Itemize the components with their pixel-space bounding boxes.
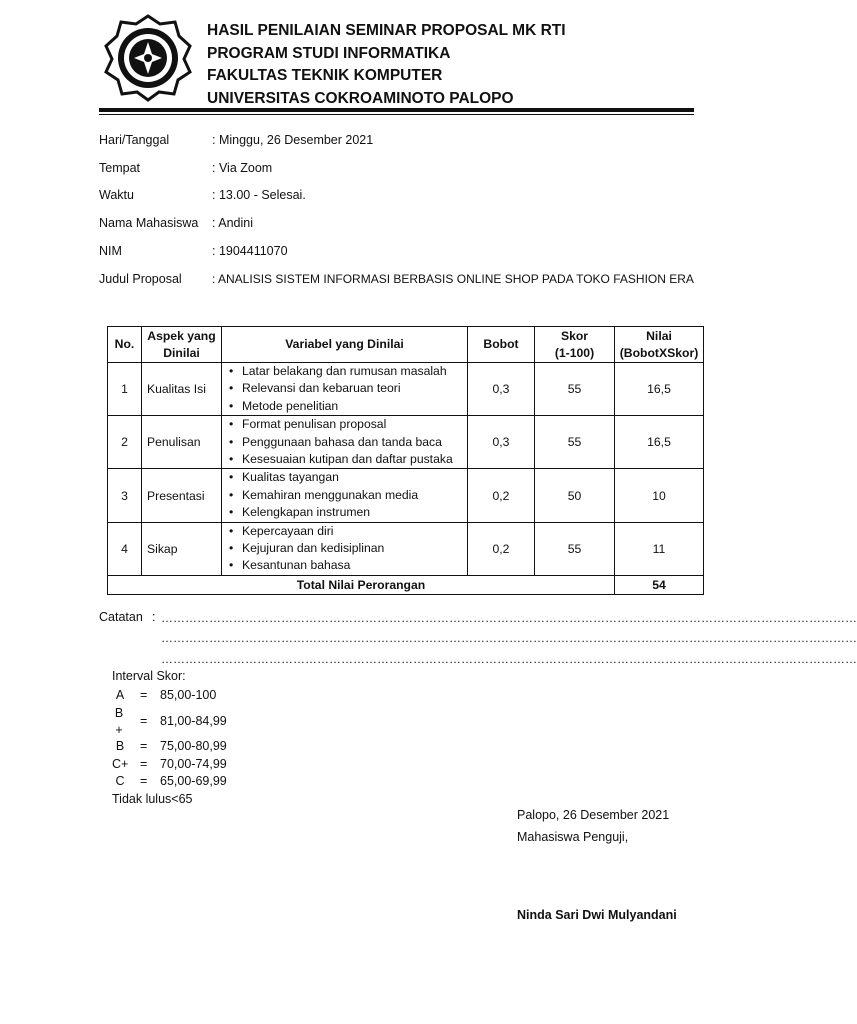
info-value: : 1904411070 xyxy=(212,244,288,258)
cell-nilai: 11 xyxy=(615,522,704,575)
info-value: : Minggu, 26 Desember 2021 xyxy=(212,133,374,147)
grade-range: 81,00-84,99 xyxy=(160,714,227,728)
cell-no: 3 xyxy=(108,469,142,522)
info-label: Hari/Tanggal xyxy=(99,133,170,147)
header-faculty: FAKULTAS TEKNIK KOMPUTER xyxy=(207,67,443,84)
grade-range: 85,00-100 xyxy=(160,688,217,702)
cell-bobot: 0,3 xyxy=(468,363,535,416)
variabel-item: • Penggunaan bahasa dan tanda baca xyxy=(242,434,467,451)
table-row xyxy=(108,363,704,416)
info-value: : 13.00 - Selesai. xyxy=(212,188,306,202)
grade-letter: C xyxy=(115,774,125,788)
cell-nilai: 16,5 xyxy=(615,363,704,416)
info-value: : Via Zoom xyxy=(212,161,273,175)
variabel-item: • Kemahiran menggunakan media xyxy=(242,487,467,504)
catatan-label: Catatan xyxy=(99,610,143,624)
signature-name: Ninda Sari Dwi Mulyandani xyxy=(517,908,677,922)
grade-letter: C+ xyxy=(112,757,129,771)
grade-letter: B xyxy=(115,739,125,753)
cell-variabel xyxy=(222,522,468,575)
score-table xyxy=(107,326,704,595)
signature-role: Mahasiswa Penguji, xyxy=(517,830,629,844)
catatan-line: ………………………………………………………………………………………………………………………………………………………… xyxy=(161,631,857,645)
info-label: Waktu xyxy=(99,188,134,202)
catatan-colon: : xyxy=(152,610,156,624)
info-label: Tempat xyxy=(99,161,140,175)
cell-bobot: 0,2 xyxy=(468,522,535,575)
cell-bobot: 0,3 xyxy=(468,416,535,469)
variabel-item: • Kepercayaan diri xyxy=(242,523,467,540)
table-total-row xyxy=(108,575,704,594)
variabel-item: • Kesantunan bahasa xyxy=(242,557,467,574)
cell-aspek: Presentasi xyxy=(142,469,222,522)
grade-range: 70,00-74,99 xyxy=(160,757,227,771)
variabel-item: • Metode penelitian xyxy=(242,398,467,415)
university-logo xyxy=(104,14,192,102)
cell-variabel xyxy=(222,416,468,469)
variabel-item: • Kelengkapan instrumen xyxy=(242,504,467,521)
grade-range: 75,00-80,99 xyxy=(160,739,227,753)
header-university: UNIVERSITAS COKROAMINOTO PALOPO xyxy=(207,89,514,107)
fail-threshold: Tidak lulus<65 xyxy=(112,792,193,806)
cell-skor: 55 xyxy=(535,416,615,469)
header-variabel: Variabel yang Dinilai xyxy=(222,327,468,363)
cell-aspek: Kualitas Isi xyxy=(142,363,222,416)
info-label: Judul Proposal xyxy=(99,272,182,286)
document-header xyxy=(207,20,566,110)
cell-aspek: Penulisan xyxy=(142,416,222,469)
variabel-item: • Format penulisan proposal xyxy=(242,416,467,433)
catatan-line: ………………………………………………………………………………………………………………………………………………………… xyxy=(161,611,857,625)
header-program: PROGRAM STUDI INFORMATIKA xyxy=(207,44,451,62)
cell-no: 1 xyxy=(108,363,142,416)
cell-aspek: Sikap xyxy=(142,522,222,575)
info-label: Nama Mahasiswa xyxy=(99,216,199,230)
grade-equals: = xyxy=(140,739,148,753)
info-label: NIM xyxy=(99,244,122,258)
header-rule-thick xyxy=(99,108,694,112)
variabel-item: • Kesesuaian kutipan dan daftar pustaka xyxy=(242,451,467,468)
variabel-item: • Relevansi dan kebaruan teori xyxy=(242,380,467,397)
variabel-item: • Kejujuran dan kedisiplinan xyxy=(242,540,467,557)
table-row xyxy=(108,469,704,522)
cell-skor: 55 xyxy=(535,522,615,575)
grade-equals: = xyxy=(140,714,148,728)
interval-title: Interval Skor: xyxy=(112,669,186,683)
table-row xyxy=(108,416,704,469)
variabel-item: • Latar belakang dan rumusan masalah xyxy=(242,363,467,380)
info-value: : Andini xyxy=(212,216,254,230)
catatan-line: ………………………………………………………………………………………………………………………………………………………… xyxy=(161,652,857,666)
grade-letter: B + xyxy=(114,706,124,737)
cell-no: 2 xyxy=(108,416,142,469)
cell-nilai: 16,5 xyxy=(615,416,704,469)
cell-no: 4 xyxy=(108,522,142,575)
header-bobot: Bobot xyxy=(468,327,535,363)
grade-letter: A xyxy=(115,688,125,702)
cell-variabel xyxy=(222,363,468,416)
signature-place-date: Palopo, 26 Desember 2021 xyxy=(517,808,670,822)
cell-skor: 55 xyxy=(535,363,615,416)
total-value: 54 xyxy=(615,575,704,594)
header-aspek: Aspek yang Dinilai xyxy=(142,327,222,363)
header-title: HASIL PENILAIAN SEMINAR PROPOSAL MK RTI xyxy=(207,22,566,39)
variabel-item: • Kualitas tayangan xyxy=(242,469,467,486)
table-row xyxy=(108,522,704,575)
table-header-row xyxy=(108,327,704,363)
header-rule-thin xyxy=(99,114,694,115)
cell-skor: 50 xyxy=(535,469,615,522)
info-value: : ANALISIS SISTEM INFORMASI BERBASIS ONLINE SHOP PADA TOKO FASHION ERA xyxy=(212,272,694,286)
grade-equals: = xyxy=(140,774,148,788)
total-label: Total Nilai Perorangan xyxy=(108,575,615,594)
header-no: No. xyxy=(108,327,142,363)
header-skor: Skor (1-100) xyxy=(535,327,615,363)
header-nilai: Nilai (BobotXSkor) xyxy=(615,327,704,363)
cell-nilai: 10 xyxy=(615,469,704,522)
cell-variabel xyxy=(222,469,468,522)
cell-bobot: 0,2 xyxy=(468,469,535,522)
grade-equals: = xyxy=(140,688,148,702)
grade-equals: = xyxy=(140,757,148,771)
grade-range: 65,00-69,99 xyxy=(160,774,227,788)
